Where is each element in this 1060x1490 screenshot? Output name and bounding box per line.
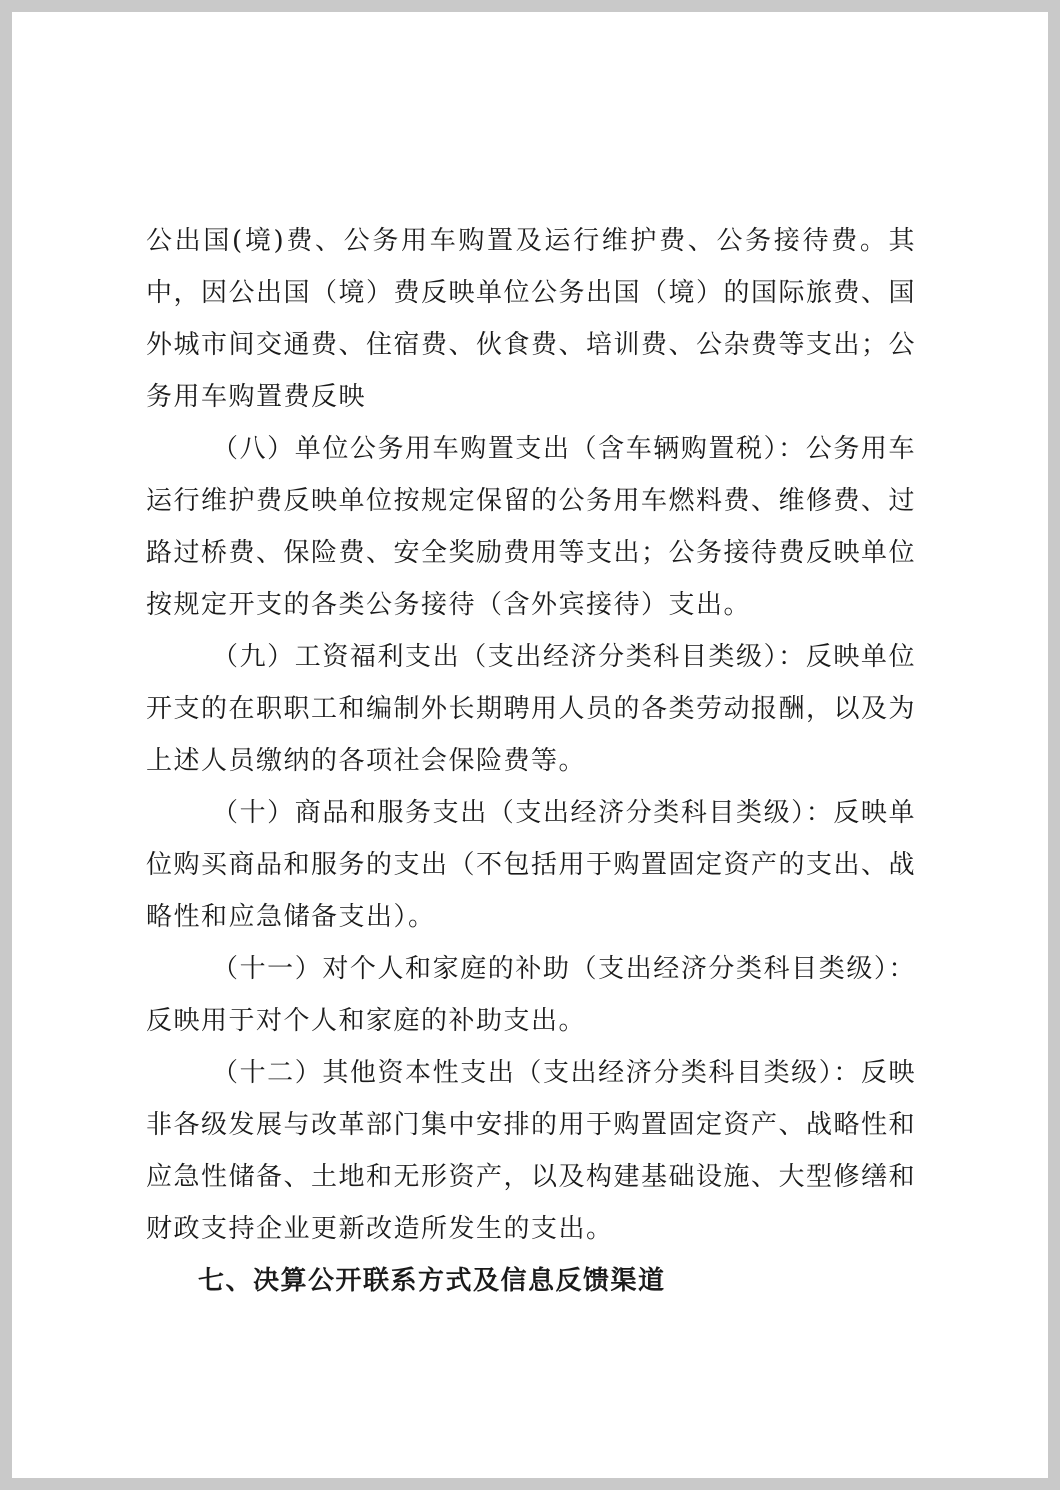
paragraph-item-11: （十一）对个人和家庭的补助（支出经济分类科目类级）：反映用于对个人和家庭的补助支出。 (146, 954, 916, 1036)
document-page (12, 12, 1048, 1478)
paragraph-item-10: （十）商品和服务支出（支出经济分类科目类级）：反映单位购买商品和服务的支出（不包括用于购置固定资产的支出、战略性和应急储备支出）。 (146, 798, 917, 932)
paragraph-item-8: （八）单位公务用车购置支出（含车辆购置税）：公务用车运行维护费反映单位按规定保留的公务用车燃料费、维修费、过路过桥费、保险费、安全奖励费用等支出；公务接待费反映单位按规定开支的各类公务接待（含外宾接待）支出。 (146, 434, 917, 620)
section-heading: 七、决算公开联系方式及信息反馈渠道 (198, 1266, 666, 1296)
paragraph-continuation: 公出国(境)费、公务用车购置及运行维护费、公务接待费。其中，因公出国（境）费反映单位公务出国（境）的国际旅费、国外城市间交通费、住宿费、伙食费、培训费、公杂费等支出；公务用车购置费反映 (146, 226, 917, 412)
paragraph-item-9: （九）工资福利支出（支出经济分类科目类级）：反映单位开支的在职职工和编制外长期聘用人员的各类劳动报酬，以及为上述人员缴纳的各项社会保险费等。 (146, 642, 917, 776)
paragraph-item-12: （十二）其他资本性支出（支出经济分类科目类级）：反映非各级发展与改革部门集中安排的用于购置固定资产、战略性和应急性储备、土地和无形资产，以及构建基础设施、大型修缮和财政支持企业更新改造所发生的支出。 (146, 1058, 917, 1244)
document-body (146, 215, 916, 1307)
